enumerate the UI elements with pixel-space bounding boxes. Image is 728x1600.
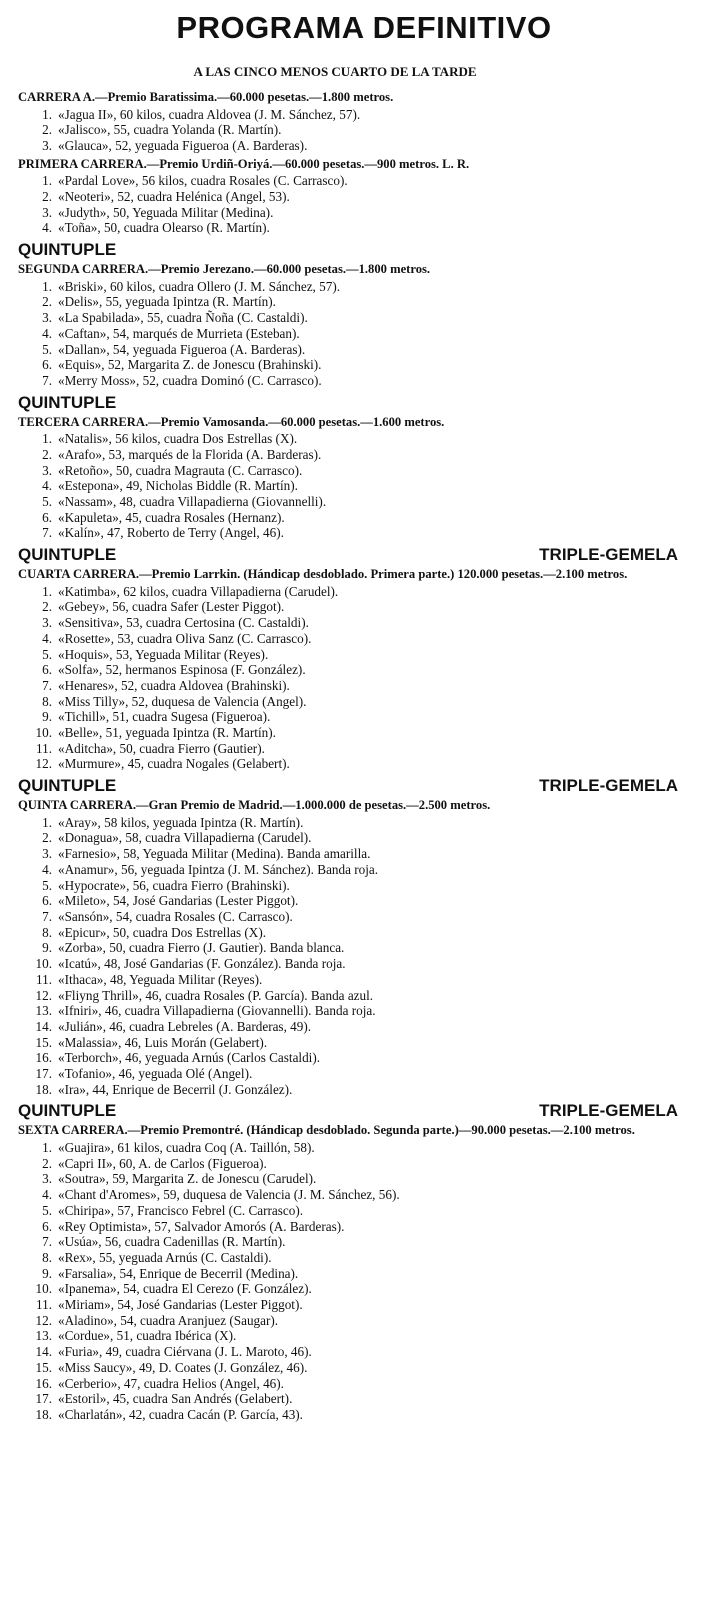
entry-text: «Chiripa», 57, Francisco Febrel (C. Carrasco).	[58, 1202, 304, 1218]
entry-number: 2.	[42, 830, 52, 846]
page-subtitle: A LAS CINCO MENOS CUARTO DE LA TARDE	[193, 64, 477, 79]
entry-number: 5.	[42, 877, 52, 893]
entry-text: «Katimba», 62 kilos, cuadra Villapadierna (Carudel).	[58, 583, 339, 599]
entry-number: 3.	[42, 310, 52, 326]
entry-row	[18, 1066, 658, 1082]
entry-number: 12.	[35, 756, 52, 772]
entry-row	[18, 741, 658, 757]
bet-type-row	[18, 1100, 678, 1122]
entry-number: 13.	[35, 1003, 52, 1019]
race-header: CUARTA CARRERA.—Premio Larrkin. (Hándicap desdoblado. Primera parte.) 120.000 pesetas.—2.100 metros.	[18, 567, 628, 582]
entry-text: «Neoteri», 52, cuadra Helénica (Angel, 53).	[58, 189, 290, 204]
entry-text: «Tichill», 51, cuadra Sugesa (Figueroa).	[58, 709, 271, 725]
race-block	[18, 90, 658, 154]
entry-number: 1.	[42, 583, 52, 599]
entry-row	[18, 815, 658, 831]
entry-number: 1.	[42, 278, 52, 294]
entry-text: «Soutra», 59, Margarita Z. de Jonescu (Carudel).	[58, 1171, 317, 1187]
entry-text: «Cerberio», 47, cuadra Helios (Angel, 46).	[58, 1375, 284, 1391]
entry-row	[18, 1019, 658, 1035]
entry-text: «Henares», 52, cuadra Aldovea (Brahinski).	[58, 677, 290, 693]
triple-gemela-label: TRIPLE-GEMELA	[539, 1101, 678, 1121]
entry-row	[18, 1082, 658, 1098]
entry-text: «Usúa», 56, cuadra Cadenillas (R. Martín).	[58, 1234, 286, 1250]
entry-number: 3.	[42, 846, 52, 862]
entry-number: 6.	[42, 893, 52, 909]
entry-text: «Caftan», 54, marqués de Murrieta (Esteban).	[58, 325, 300, 341]
entry-text: «Equis», 52, Margarita Z. de Jonescu (Brahinski).	[58, 357, 322, 373]
entry-row	[18, 1219, 658, 1235]
entry-row	[18, 1050, 658, 1066]
entry-row	[18, 725, 658, 741]
entry-number: 13.	[35, 1328, 52, 1344]
bet-type-row	[18, 392, 658, 414]
entry-list	[18, 107, 658, 154]
entry-text: «Cordue», 51, cuadra Ibérica (X).	[58, 1328, 237, 1344]
entry-text: «Nassam», 48, cuadra Villapadierna (Giovannelli).	[58, 494, 327, 510]
entry-text: «Capri II», 60, A. de Carlos (Figueroa).	[58, 1155, 267, 1171]
entry-text: «Aditcha», 50, cuadra Fierro (Gautier).	[58, 740, 265, 756]
entry-number: 1.	[42, 173, 52, 189]
entry-text: «Epicur», 50, cuadra Dos Estrellas (X).	[58, 924, 267, 940]
entry-number: 15.	[35, 1359, 52, 1375]
entry-text: «Hoquis», 53, Yeguada Militar (Reyes).	[58, 646, 269, 662]
bet-type-row	[18, 544, 678, 566]
entry-row	[18, 893, 658, 909]
entry-text: «Kalín», 47, Roberto de Terry (Angel, 46).	[58, 525, 284, 541]
entry-row	[18, 830, 658, 846]
entry-row	[18, 1003, 658, 1019]
entry-number: 10.	[35, 956, 52, 972]
entry-number: 8.	[42, 693, 52, 709]
entry-number: 17.	[35, 1066, 52, 1082]
entry-text: «Retoño», 50, cuadra Magrauta (C. Carrasco).	[58, 462, 303, 478]
entry-number: 2.	[42, 599, 52, 615]
entry-number: 1.	[42, 814, 52, 830]
entry-number: 11.	[36, 971, 52, 987]
entry-text: «Mileto», 54, José Gandarias (Lester Piggot).	[58, 893, 299, 909]
entry-row	[18, 1250, 658, 1266]
entry-number: 3.	[42, 1171, 52, 1187]
entry-row	[18, 1156, 658, 1172]
entry-row	[18, 107, 658, 123]
entry-number: 6.	[42, 662, 52, 678]
entry-row	[18, 1407, 658, 1423]
entry-number: 5.	[42, 341, 52, 357]
entry-row	[18, 678, 658, 694]
entry-number: 14.	[35, 1018, 52, 1034]
race-header: SEXTA CARRERA.—Premio Premontré. (Hándicap desdoblado. Segunda parte.)—90.000 pesetas.—2.100 metros.	[18, 1123, 635, 1138]
entry-row	[18, 599, 658, 615]
entry-number: 8.	[42, 924, 52, 940]
entry-text: «Zorba», 50, cuadra Fierro (J. Gautier). Banda blanca.	[58, 940, 345, 956]
entry-number: 6.	[42, 509, 52, 525]
entry-number: 1.	[42, 1140, 52, 1156]
entry-number: 5.	[42, 646, 52, 662]
entry-text: «Julián», 46, cuadra Lebreles (A. Barderas, 49).	[58, 1018, 312, 1034]
entry-row	[18, 478, 658, 494]
entry-row	[18, 862, 658, 878]
entry-text: «Malassia», 46, Luis Morán (Gelabert).	[58, 1034, 268, 1050]
entry-row	[18, 279, 658, 295]
race-header: CARRERA A.—Premio Baratissima.—60.000 pesetas.—1.800 metros.	[18, 90, 394, 104]
entry-number: 10.	[35, 1281, 52, 1297]
entry-row	[18, 357, 658, 373]
entry-number: 7.	[42, 1234, 52, 1250]
race-header: PRIMERA CARRERA.—Premio Urdiñ-Oriyá.—60.000 pesetas.—900 metros. L. R.	[18, 156, 470, 171]
entry-row	[18, 1187, 658, 1203]
entry-row	[18, 1313, 658, 1329]
entry-row	[18, 647, 658, 663]
entry-text: «Kapuleta», 45, cuadra Rosales (Hernanz).	[58, 509, 285, 525]
entry-text: «Ithaca», 48, Yeguada Militar (Reyes).	[58, 971, 263, 987]
entry-number: 2.	[42, 189, 52, 204]
entry-row	[18, 1360, 658, 1376]
entry-row	[18, 1297, 658, 1313]
entry-row	[18, 709, 658, 725]
entry-list	[18, 1140, 658, 1423]
entry-row	[18, 1140, 658, 1156]
entry-text: «Aray», 58 kilos, yeguada Ipintza (R. Martín).	[58, 814, 304, 830]
entry-text: «Farnesio», 58, Yeguada Militar (Medina). Banda amarilla.	[58, 846, 371, 862]
entry-number: 4.	[42, 478, 52, 494]
entry-row	[18, 956, 658, 972]
race-block	[18, 239, 658, 389]
entry-row	[18, 205, 658, 221]
entry-list	[18, 279, 658, 389]
entry-text: «Farsalia», 54, Enrique de Becerril (Medina).	[58, 1265, 299, 1281]
quintuple-label: QUINTUPLE	[18, 545, 117, 565]
entry-number: 7.	[42, 677, 52, 693]
race-header: QUINTA CARRERA.—Gran Premio de Madrid.—1.000.000 de pesetas.—2.500 metros.	[18, 798, 491, 813]
entry-text: «Judyth», 50, Yeguada Militar (Medina).	[58, 204, 274, 220]
quintuple-label: QUINTUPLE	[18, 1101, 117, 1121]
entry-row	[18, 909, 658, 925]
entry-row	[18, 294, 658, 310]
entry-number: 12.	[35, 987, 52, 1003]
bet-type-row	[18, 239, 658, 261]
entry-text: «Miss Tilly», 52, duquesa de Valencia (Angel).	[58, 693, 307, 709]
entry-row	[18, 694, 658, 710]
entry-number: 17.	[35, 1391, 52, 1407]
entry-text: «Solfa», 52, hermanos Espinosa (F. González).	[58, 662, 306, 678]
entry-row	[18, 1328, 658, 1344]
entry-row	[18, 972, 658, 988]
entry-text: «Delis», 55, yeguada Ipintza (R. Martín).	[58, 294, 276, 310]
entry-number: 3.	[42, 204, 52, 220]
entry-number: 8.	[42, 1249, 52, 1265]
entry-number: 16.	[35, 1050, 52, 1066]
entry-row	[18, 447, 658, 463]
entry-number: 2.	[42, 122, 52, 138]
entry-number: 7.	[42, 372, 52, 388]
entry-text: «Merry Moss», 52, cuadra Dominó (C. Carrasco).	[58, 372, 322, 388]
entry-text: «Icatú», 48, José Gandarias (F. González). Banda roja.	[58, 956, 346, 972]
entry-text: «Furia», 49, cuadra Ciérvana (J. L. Maroto, 46).	[58, 1344, 312, 1360]
entry-text: «Dallan», 54, yeguada Figueroa (A. Barderas).	[58, 341, 306, 357]
entry-row	[18, 494, 658, 510]
entry-row	[18, 756, 658, 772]
entry-row	[18, 220, 658, 236]
race-block	[18, 1100, 678, 1422]
entry-row	[18, 342, 658, 358]
entry-row	[18, 1203, 658, 1219]
entry-row	[18, 1344, 658, 1360]
entry-number: 3.	[42, 138, 52, 153]
entry-text: «Sansón», 54, cuadra Rosales (C. Carrasco).	[58, 908, 293, 924]
entry-row	[18, 1171, 658, 1187]
entry-row	[18, 631, 658, 647]
entry-number: 12.	[35, 1312, 52, 1328]
entry-row	[18, 878, 658, 894]
entry-text: «Miss Saucy», 49, D. Coates (J. González, 46).	[58, 1359, 308, 1375]
entry-number: 7.	[42, 525, 52, 541]
entry-number: 9.	[42, 940, 52, 956]
entry-text: «Terborch», 46, yeguada Arnús (Carlos Castaldi).	[58, 1050, 321, 1066]
triple-gemela-label: TRIPLE-GEMELA	[539, 776, 678, 796]
entry-row	[18, 122, 658, 138]
entry-row	[18, 1376, 658, 1392]
entry-row	[18, 1266, 658, 1282]
race-block	[18, 157, 658, 236]
entry-row	[18, 431, 658, 447]
entry-number: 1.	[42, 431, 52, 447]
entry-number: 11.	[36, 740, 52, 756]
entry-number: 2.	[42, 446, 52, 462]
entry-text: «Belle», 51, yeguada Ipintza (R. Martín).	[58, 725, 276, 741]
entry-text: «Murmure», 45, cuadra Nogales (Gelabert).	[58, 756, 290, 772]
entry-text: «Sensitiva», 53, cuadra Certosina (C. Castaldi).	[58, 615, 309, 631]
bet-type-row	[18, 775, 678, 797]
entry-number: 18.	[35, 1081, 52, 1097]
entry-row	[18, 584, 658, 600]
entry-number: 3.	[42, 462, 52, 478]
race-block	[18, 392, 658, 542]
entry-row	[18, 1281, 658, 1297]
entry-text: «Ira», 44, Enrique de Becerril (J. González).	[58, 1081, 293, 1097]
entry-list	[18, 431, 658, 541]
entry-text: «Rosette», 53, cuadra Oliva Sanz (C. Carrasco).	[58, 630, 312, 646]
entry-number: 11.	[36, 1297, 52, 1313]
entry-row	[18, 326, 658, 342]
entry-row	[18, 1234, 658, 1250]
entry-text: «Miriam», 54, José Gandarias (Lester Piggot).	[58, 1297, 303, 1313]
entry-number: 9.	[42, 709, 52, 725]
entry-row	[18, 525, 658, 541]
entry-text: «La Spabilada», 55, cuadra Ñoña (C. Castaldi).	[58, 310, 308, 326]
entry-text: «Ipanema», 54, cuadra El Cerezo (F. González).	[58, 1281, 312, 1297]
entry-number: 14.	[35, 1344, 52, 1360]
entry-row	[18, 846, 658, 862]
entry-row	[18, 463, 658, 479]
entry-text: «Jagua II», 60 kilos, cuadra Aldovea (J. M. Sánchez, 57).	[58, 106, 361, 122]
entry-row	[18, 173, 658, 189]
entry-text: «Estepona», 49, Nicholas Biddle (R. Martín).	[58, 478, 298, 494]
entry-number: 18.	[35, 1406, 52, 1422]
entry-number: 2.	[42, 294, 52, 310]
entry-text: «Toña», 50, cuadra Olearso (R. Martín).	[58, 220, 270, 236]
page-title: PROGRAMA DEFINITIVO	[176, 10, 552, 45]
entry-text: «Natalis», 56 kilos, cuadra Dos Estrellas (X).	[58, 431, 298, 447]
race-block	[18, 775, 678, 1097]
entry-text: «Aladino», 54, cuadra Aranjuez (Saugar).	[58, 1312, 279, 1328]
entry-number: 15.	[35, 1034, 52, 1050]
entry-number: 9.	[42, 1265, 52, 1281]
entry-number: 5.	[42, 1202, 52, 1218]
entry-number: 7.	[42, 908, 52, 924]
race-header: SEGUNDA CARRERA.—Premio Jerezano.—60.000 pesetas.—1.800 metros.	[18, 262, 431, 277]
entry-row	[18, 373, 658, 389]
entry-text: «Tofanio», 46, yeguada Olé (Angel).	[58, 1066, 253, 1082]
quintuple-label: QUINTUPLE	[18, 240, 117, 260]
entry-text: «Charlatán», 42, cuadra Cacán (P. García, 43).	[58, 1406, 303, 1422]
entry-row	[18, 940, 658, 956]
entry-text: «Ifniri», 46, cuadra Villapadierna (Giovannelli). Banda roja.	[58, 1003, 376, 1019]
entry-row	[18, 189, 658, 205]
entry-number: 4.	[42, 1187, 52, 1203]
entry-row	[18, 510, 658, 526]
entry-text: «Rex», 55, yeguada Arnús (C. Castaldi).	[58, 1249, 272, 1265]
entry-row	[18, 925, 658, 941]
entry-text: «Glauca», 52, yeguada Figueroa (A. Barderas).	[58, 138, 308, 153]
race-block	[18, 544, 678, 772]
entry-number: 4.	[42, 861, 52, 877]
entry-text: «Briski», 60 kilos, cuadra Ollero (J. M. Sánchez, 57).	[58, 278, 341, 294]
entry-list	[18, 173, 658, 236]
entry-text: «Estoril», 45, cuadra San Andrés (Gelabert).	[58, 1391, 293, 1407]
quintuple-label: QUINTUPLE	[18, 392, 117, 412]
race-list	[18, 89, 678, 1426]
entry-text: «Hypocrate», 56, cuadra Fierro (Brahinski).	[58, 877, 290, 893]
entry-text: «Pardal Love», 56 kilos, cuadra Rosales (C. Carrasco).	[58, 173, 348, 189]
quintuple-label: QUINTUPLE	[18, 776, 117, 796]
entry-text: «Fliyng Thrill», 46, cuadra Rosales (P. García). Banda azul.	[58, 987, 374, 1003]
entry-number: 4.	[42, 220, 52, 236]
entry-number: 2.	[42, 1155, 52, 1171]
entry-number: 3.	[42, 615, 52, 631]
entry-number: 4.	[42, 325, 52, 341]
entry-row	[18, 1035, 658, 1051]
entry-row	[18, 615, 658, 631]
entry-row	[18, 662, 658, 678]
entry-text: «Donagua», 58, cuadra Villapadierna (Carudel).	[58, 830, 312, 846]
entry-list	[18, 584, 658, 772]
entry-text: «Gebey», 56, cuadra Safer (Lester Piggot).	[58, 599, 285, 615]
entry-number: 16.	[35, 1375, 52, 1391]
entry-number: 1.	[42, 106, 52, 122]
entry-text: «Rey Optimista», 57, Salvador Amorós (A. Barderas).	[58, 1218, 345, 1234]
entry-text: «Arafo», 53, marqués de la Florida (A. Barderas).	[58, 446, 322, 462]
race-header: TERCERA CARRERA.—Premio Vamosanda.—60.000 pesetas.—1.600 metros.	[18, 414, 445, 429]
entry-row	[18, 1391, 658, 1407]
entry-text: «Anamur», 56, yeguada Ipintza (J. M. Sánchez). Banda roja.	[58, 861, 379, 877]
entry-list	[18, 815, 658, 1098]
triple-gemela-label: TRIPLE-GEMELA	[539, 545, 678, 565]
entry-text: «Chant d'Aromes», 59, duquesa de Valencia (J. M. Sánchez, 56).	[58, 1187, 400, 1203]
entry-number: 4.	[42, 630, 52, 646]
entry-number: 6.	[42, 357, 52, 373]
entry-row	[18, 310, 658, 326]
entry-row	[18, 138, 658, 154]
entry-row	[18, 988, 658, 1004]
entry-text: «Guajira», 61 kilos, cuadra Coq (A. Taillón, 58).	[58, 1140, 315, 1156]
entry-text: «Jalisco», 55, cuadra Yolanda (R. Martín).	[58, 122, 282, 138]
entry-number: 10.	[35, 725, 52, 741]
entry-number: 6.	[42, 1218, 52, 1234]
entry-number: 5.	[42, 494, 52, 510]
